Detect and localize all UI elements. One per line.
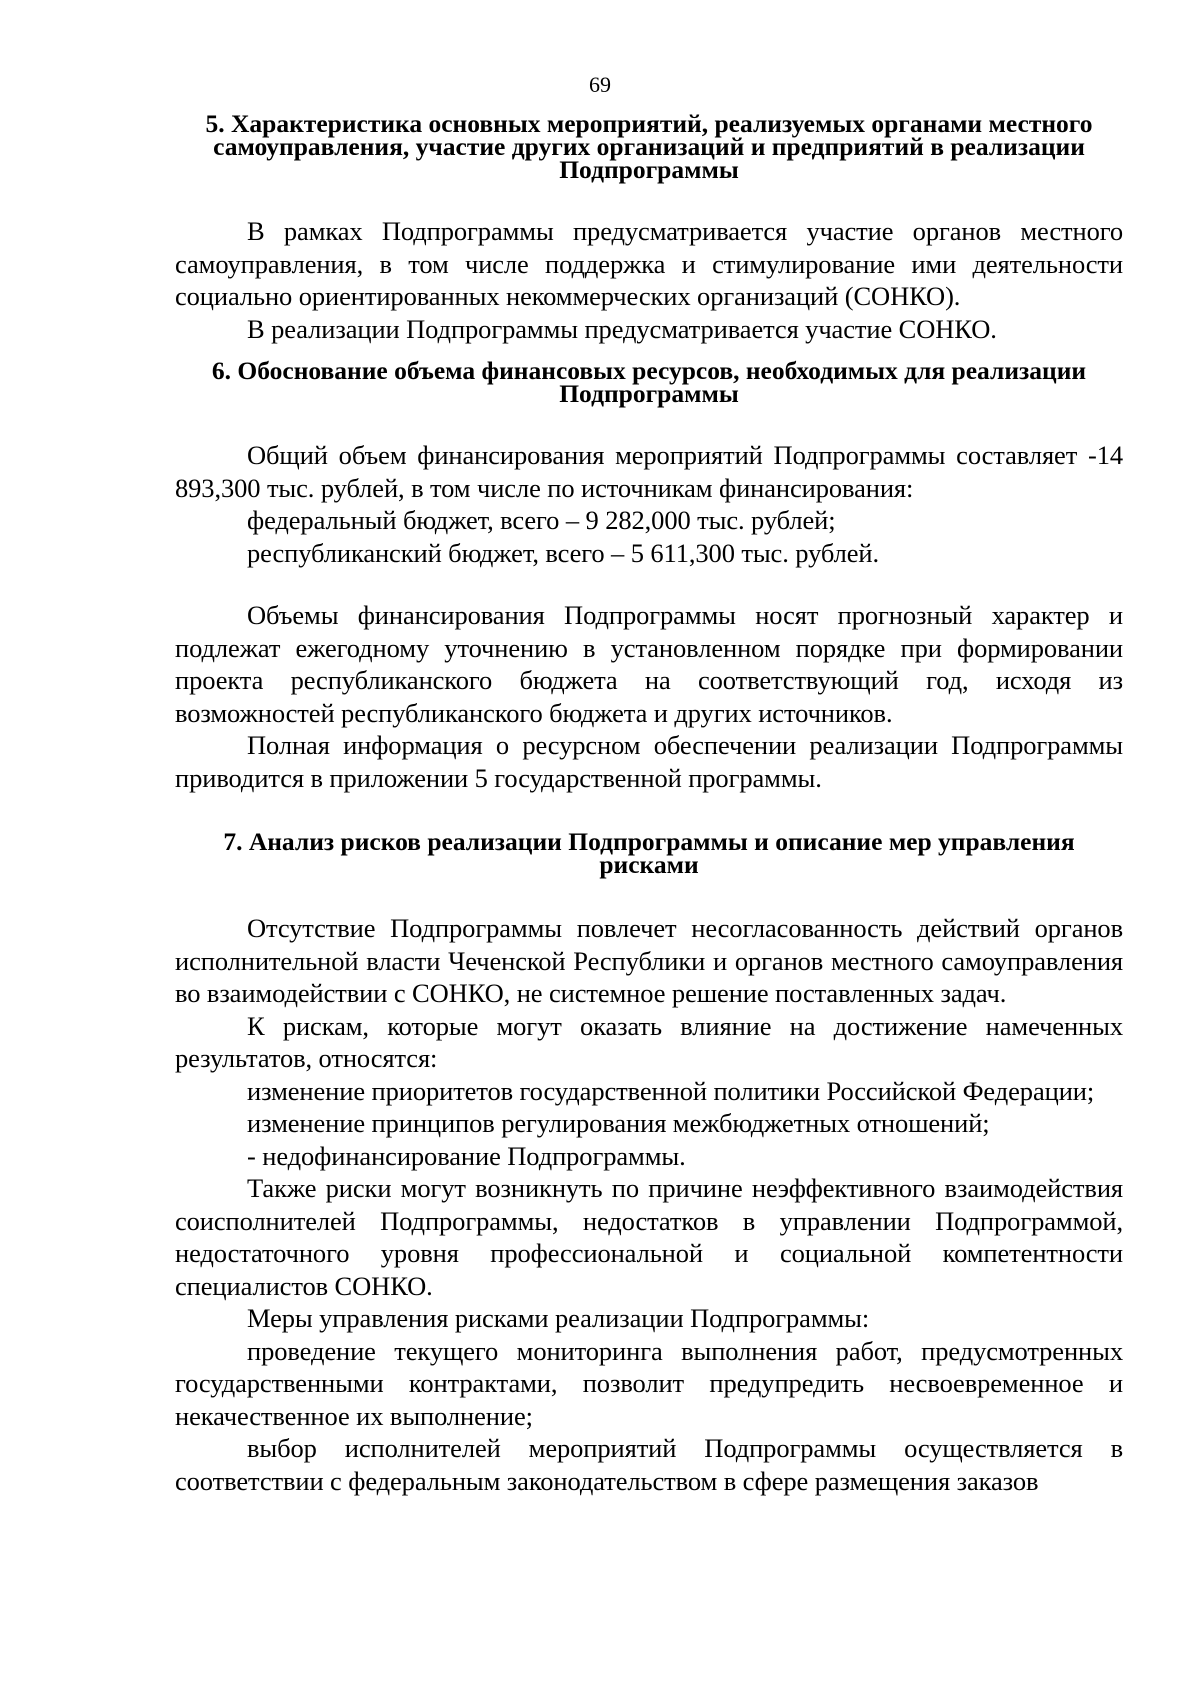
section-5-paragraph: В рамках Подпрограммы предусматривается участие органов местного самоуправления, в том числе поддержка и стимулирование ими деятельности социально ориентированных некоммерческих организаций (СОНКО). — [175, 216, 1123, 311]
section-6-paragraph: федеральный бюджет, всего – 9 282,000 тыс. рублей; — [247, 505, 836, 535]
section-7-paragraph: Также риски могут возникнуть по причине неэффективного взаимодействия соисполнителей Подпрограммы, недостатков в управлении Подпрограммой, недостаточного уровня профессиональной и социальной компетентности специалистов СОНКО. — [175, 1173, 1123, 1301]
section-7-paragraph: Отсутствие Подпрограммы повлечет несогласованность действий органов исполнительной власти Чеченской Республики и органов местного самоуправления во взаимодействии с СОНКО, не системное решение поставленных задач. — [175, 913, 1123, 1008]
section-7-paragraph: изменение принципов регулирования межбюджетных отношений; — [247, 1108, 990, 1138]
section-6-heading: 6. Обоснование объема финансовых ресурсов, необходимых для реализации Подпрограммы — [211, 356, 1087, 408]
section-7-paragraph: выбор исполнителей мероприятий Подпрограммы осуществляется в соответствии с федеральным законодательством в сфере размещения заказов — [175, 1433, 1123, 1496]
section-5-heading: 5. Характеристика основных мероприятий, реализуемых органами местного самоуправления, участие других организаций и предприятий в реализации Подпрограммы — [205, 109, 1093, 184]
section-7-paragraph: Меры управления рисками реализации Подпрограммы: — [247, 1303, 870, 1333]
section-7-paragraph: проведение текущего мониторинга выполнения работ, предусмотренных государственными контрактами, позволит предупредить несвоевременное и некачественное их выполнение; — [175, 1335, 1123, 1431]
section-6-paragraph: Полная информация о ресурсном обеспечении реализации Подпрограммы приводится в приложении 5 государственной программы. — [175, 730, 1123, 793]
paragraph-gap — [175, 569, 1123, 599]
section-6-paragraph: республиканский бюджет, всего – 5 611,300 тыс. рублей. — [247, 537, 879, 568]
page-number: 69 — [589, 72, 611, 97]
document-body — [175, 109, 1123, 1497]
section-5-paragraph: В реализации Подпрограммы предусматривается участие СОНКО. — [247, 313, 997, 344]
section-7-paragraph: изменение приоритетов государственной политики Российской Федерации; — [247, 1075, 1095, 1106]
section-6-paragraph: Объемы финансирования Подпрограммы носят прогнозный характер и подлежат ежегодному уточнению в установленном порядке при формировании проекта республиканского бюджета на соответствующий год, исходя из возможностей республиканского бюджета и других источников. — [175, 600, 1123, 728]
section-7-paragraph: - недофинансирование Подпрограммы. — [247, 1140, 686, 1171]
section-7-paragraph: К рискам, которые могут оказать влияние на достижение намеченных результатов, относятся: — [175, 1010, 1123, 1073]
section-7-heading: 7. Анализ рисков реализации Подпрограммы и описание мер управления рисками — [223, 827, 1075, 879]
section-6-paragraph: Общий объем финансирования мероприятий Подпрограммы составляет -14 893,300 тыс. рублей, в том числе по источникам финансирования: — [175, 440, 1123, 503]
